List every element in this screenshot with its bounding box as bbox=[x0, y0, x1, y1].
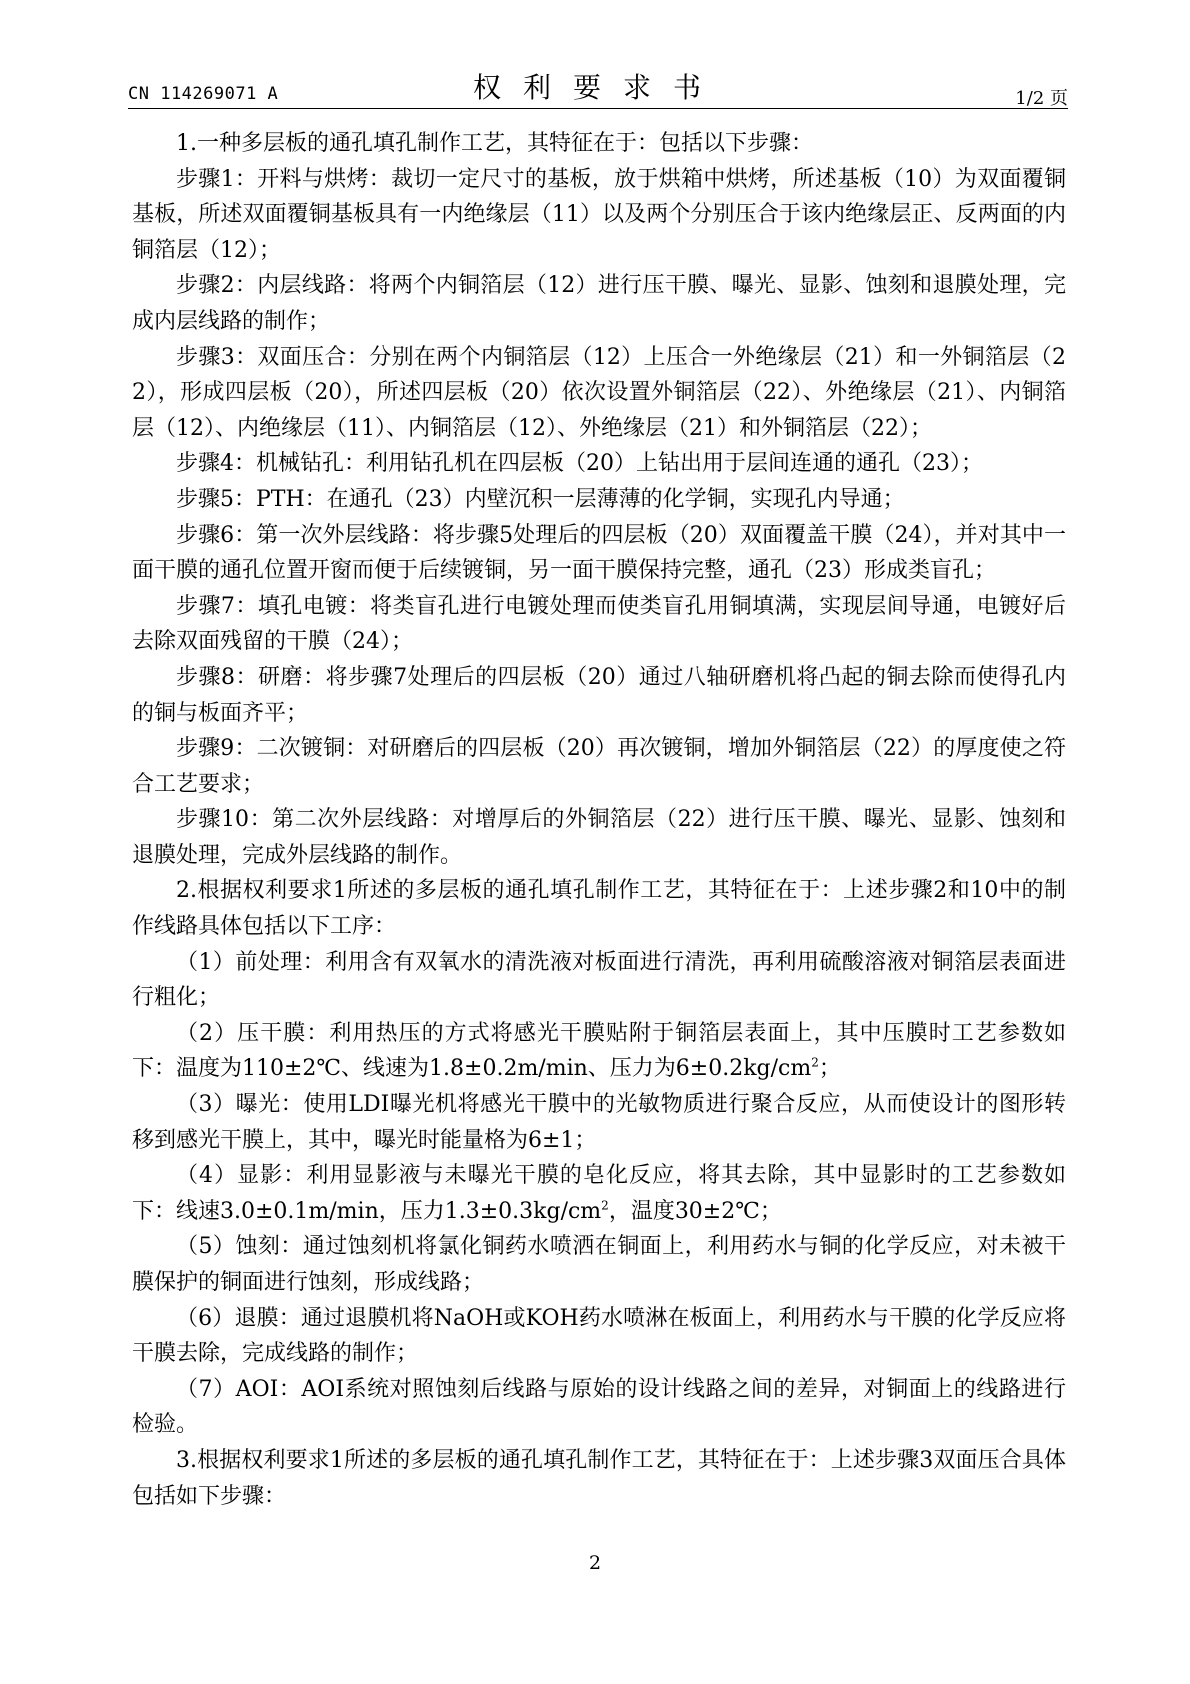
press-superscript: 2 bbox=[811, 1056, 819, 1071]
claim-paragraph: （6）退膜：通过退膜机将NaOH或KOH药水喷淋在板面上，利用药水与干膜的化学反应将干膜去除，完成线路的制作； bbox=[132, 1305, 1066, 1367]
claim-paragraph: 2.根据权利要求1所述的多层板的通孔填孔制作工艺，其特征在于：上述步骤2和10中的制作线路具体包括以下工序： bbox=[132, 878, 1066, 940]
claim-paragraph: 步骤4：机械钻孔：利用钻孔机在四层板（20）上钻出用于层间连通的通孔（23）； bbox=[176, 451, 983, 477]
document-title: 权利要求书 bbox=[472, 71, 723, 104]
press-tail: ； bbox=[818, 1056, 841, 1082]
claim-paragraph: 步骤3：双面压合：分别在两个内铜箔层（12）上压合一外绝缘层（21）和一外铜箔层（22），形成四层板（20），所述四层板（20）依次设置外铜箔层（22）、外绝缘层（21）、内铜箔层（12）、内绝缘层（11）、内铜箔层（12）、外绝缘层（21）和外铜箔层（22）； bbox=[132, 344, 1066, 441]
claim-paragraph-press bbox=[132, 1016, 1066, 1087]
claim-paragraph: 步骤10：第二次外层线路：对增厚后的外铜箔层（22）进行压干膜、曝光、显影、蚀刻和退膜处理，完成外层线路的制作。 bbox=[132, 807, 1066, 868]
develop-superscript: 2 bbox=[601, 1198, 609, 1213]
claim-paragraph: （3）曝光：使用LDI曝光机将感光干膜中的光敏物质进行聚合反应，从而使设计的图形转移到感光干膜上，其中，曝光时能量格为6±1； bbox=[132, 1092, 1066, 1153]
page-number: 2 bbox=[588, 1552, 602, 1574]
claim-paragraph: 步骤8：研磨：将步骤7处理后的四层板（20）通过八轴研磨机将凸起的铜去除而使得孔内的铜与板面齐平； bbox=[132, 664, 1066, 726]
develop-tail: ，温度30±2℃； bbox=[608, 1198, 782, 1224]
claim-paragraph: 步骤5：PTH：在通孔（23）内壁沉积一层薄薄的化学铜，实现孔内导通； bbox=[176, 486, 905, 512]
page-indicator: 1/2 页 bbox=[1015, 88, 1068, 109]
header-rule bbox=[128, 108, 1068, 109]
page-header bbox=[128, 66, 1068, 109]
claim-paragraph: 步骤9：二次镀铜：对研磨后的四层板（20）再次镀铜，增加外铜箔层（22）的厚度使之符合工艺要求； bbox=[132, 736, 1066, 797]
claim-paragraph: （1）前处理：利用含有双氧水的清洗液对板面进行清洗，再利用硫酸溶液对铜箔层表面进行粗化； bbox=[132, 949, 1066, 1011]
claims-body bbox=[132, 126, 1066, 1514]
claim-paragraph: 3.根据权利要求1所述的多层板的通孔填孔制作工艺，其特征在于：上述步骤3双面压合具体包括如下步骤： bbox=[132, 1447, 1066, 1509]
develop-text: （4）显影：利用显影液与未曝光干膜的皂化反应，将其去除，其中显影时的工艺参数如下：线速3.0±0.1m/min，压力1.3±0.3kg/cm bbox=[132, 1163, 1066, 1224]
claim-paragraph: 步骤6：第一次外层线路：将步骤5处理后的四层板（20）双面覆盖干膜（24），并对其中一面干膜的通孔位置开窗而便于后续镀铜，另一面干膜保持完整，通孔（23）形成类盲孔； bbox=[132, 522, 1066, 584]
press-text: （2）压干膜：利用热压的方式将感光干膜贴附于铜箔层表面上，其中压膜时工艺参数如下：温度为110±2℃、线速为1.8±0.2m/min、压力为6±0.2kg/cm bbox=[132, 1020, 1066, 1082]
claim-paragraph: （7）AOI：AOI系统对照蚀刻后线路与原始的设计线路之间的差异，对铜面上的线路进行检验。 bbox=[132, 1376, 1066, 1438]
claim-paragraph: 1.一种多层板的通孔填孔制作工艺，其特征在于：包括以下步骤： bbox=[176, 131, 813, 156]
claim-paragraph: 步骤1：开料与烘烤：裁切一定尺寸的基板，放于烘箱中烘烤，所述基板（10）为双面覆铜基板，所述双面覆铜基板具有一内绝缘层（11）以及两个分别压合于该内绝缘层正、反两面的内铜箔层（12）； bbox=[132, 166, 1066, 263]
claim-paragraph: （5）蚀刻：通过蚀刻机将氯化铜药水喷洒在铜面上，利用药水与铜的化学反应，对未被干膜保护的铜面进行蚀刻，形成线路； bbox=[132, 1234, 1066, 1295]
patent-number: CN 114269071 A bbox=[128, 84, 279, 104]
claim-paragraph-develop bbox=[132, 1158, 1066, 1229]
claim-paragraph: 步骤7：填孔电镀：将类盲孔进行电镀处理而使类盲孔用铜填满，实现层间导通，电镀好后去除双面残留的干膜（24）； bbox=[132, 593, 1067, 655]
claim-paragraph: 步骤2：内层线路：将两个内铜箔层（12）进行压干膜、曝光、显影、蚀刻和退膜处理，完成内层线路的制作； bbox=[132, 273, 1066, 334]
